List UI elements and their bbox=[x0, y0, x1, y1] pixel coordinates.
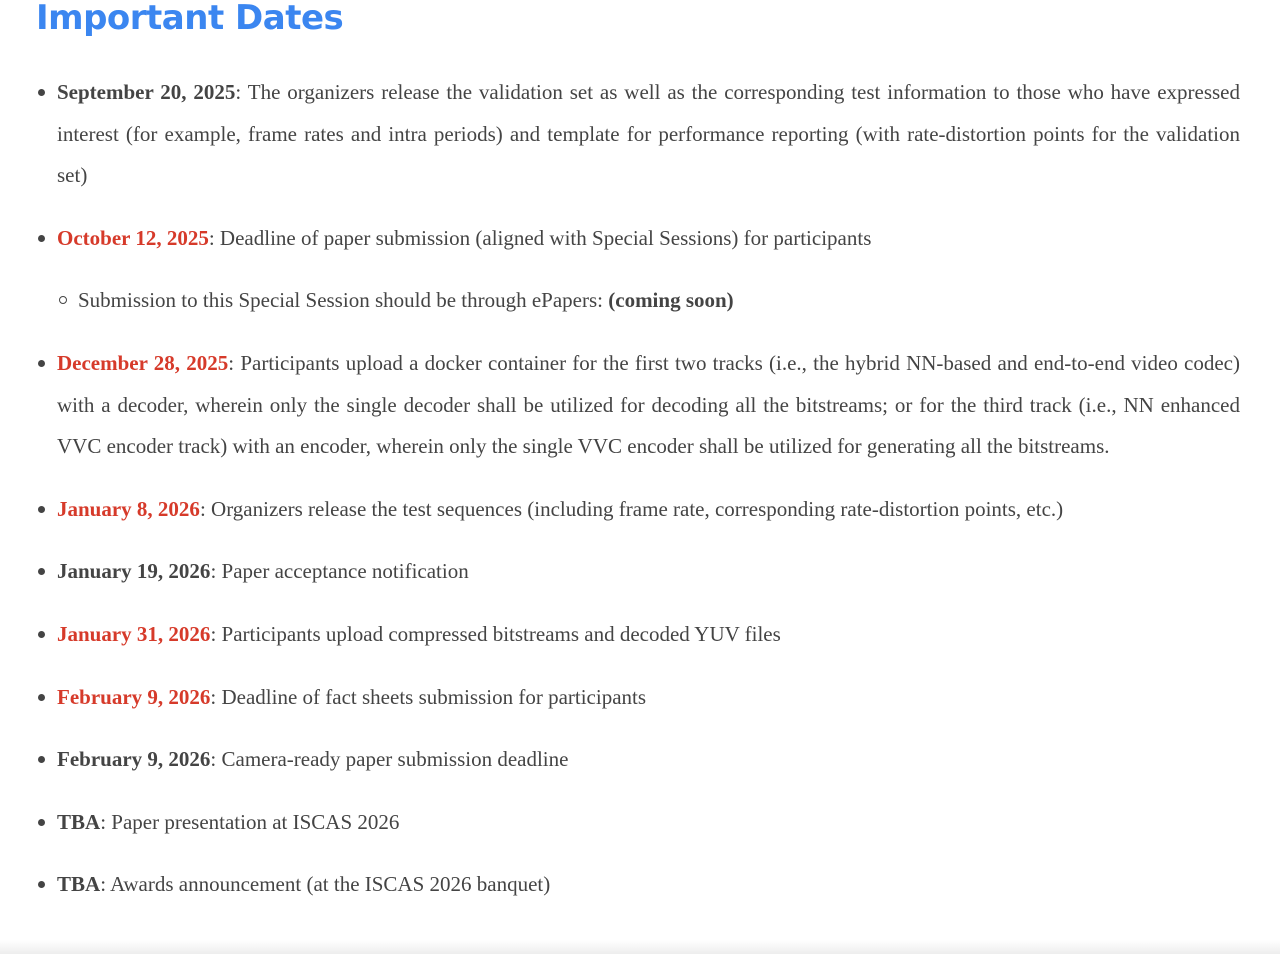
date-item-8 bbox=[0, 739, 1280, 781]
page-title: Important Dates bbox=[36, 0, 344, 38]
date-item-10 bbox=[0, 864, 1280, 906]
date-item-9 bbox=[0, 802, 1280, 844]
date-description: : Participants upload a docker container for the first two tracks (i.e., the hybrid NN-based and end-to-end video codec) with a decoder, wherein only the single decoder shall be utilized for decoding all the bitstreams; or for the third track (i.e., NN enhanced VVC encoder track) with an encoder, wherein only the single VVC encoder shall be utilized for generating all the bitstreams. bbox=[57, 350, 1240, 459]
date-description: : Participants upload compressed bitstreams and decoded YUV files bbox=[210, 621, 781, 646]
bullet-icon bbox=[38, 235, 45, 242]
date-label: TBA bbox=[57, 809, 101, 834]
bullet-icon bbox=[38, 506, 45, 513]
bottom-fade bbox=[0, 940, 1280, 954]
date-item-2 bbox=[0, 218, 1280, 260]
date-description: : The organizers release the validation set as well as the corresponding test information to those who have expressed interest (for example, frame rates and intra periods) and template for performance reporting (with rate-distortion points for the validation set) bbox=[57, 80, 1240, 188]
date-description: : Paper presentation at ISCAS 2026 bbox=[100, 809, 400, 834]
date-item-4 bbox=[0, 489, 1280, 531]
date-description: : Paper acceptance notification bbox=[210, 559, 469, 584]
date-description: : Deadline of paper submission (aligned with Special Sessions) for participants bbox=[208, 225, 872, 250]
bullet-icon bbox=[38, 694, 45, 701]
bullet-icon bbox=[38, 756, 45, 763]
date-description: : Awards announcement (at the ISCAS 2026 banquet) bbox=[100, 872, 551, 897]
bullet-icon bbox=[38, 568, 45, 575]
date-item-7 bbox=[0, 677, 1280, 719]
date-description: : Organizers release the test sequences (including frame rate, corresponding rate-distortion points, etc.) bbox=[199, 496, 1064, 521]
date-label: September 20, 2025 bbox=[57, 80, 236, 104]
date-item-1 bbox=[0, 72, 1280, 197]
bullet-icon bbox=[38, 631, 45, 638]
date-item-5 bbox=[0, 551, 1280, 593]
bullet-icon bbox=[38, 881, 45, 888]
coming-soon-label: (coming soon) bbox=[608, 288, 734, 313]
bullet-icon bbox=[38, 89, 45, 96]
date-label: January 31, 2026 bbox=[57, 621, 211, 646]
date-label: TBA bbox=[57, 872, 101, 897]
date-description: : Deadline of fact sheets submission for participants bbox=[210, 684, 647, 709]
date-label: December 28, 2025 bbox=[57, 350, 229, 375]
sub-item-submission bbox=[0, 280, 1280, 322]
bullet-icon bbox=[38, 819, 45, 826]
date-label: October 12, 2025 bbox=[57, 225, 209, 250]
date-item-6 bbox=[0, 614, 1280, 656]
bullet-icon bbox=[38, 360, 45, 367]
date-label: January 19, 2026 bbox=[57, 559, 211, 584]
sub-item-text: Submission to this Special Session should be through ePapers: bbox=[78, 288, 609, 313]
hollow-bullet-icon bbox=[59, 296, 67, 304]
date-label: February 9, 2026 bbox=[57, 747, 211, 772]
date-label: February 9, 2026 bbox=[57, 684, 211, 709]
important-dates-list bbox=[0, 72, 1280, 906]
date-item-3 bbox=[0, 343, 1280, 468]
date-description: : Camera-ready paper submission deadline bbox=[210, 747, 569, 772]
date-label: January 8, 2026 bbox=[57, 496, 200, 521]
